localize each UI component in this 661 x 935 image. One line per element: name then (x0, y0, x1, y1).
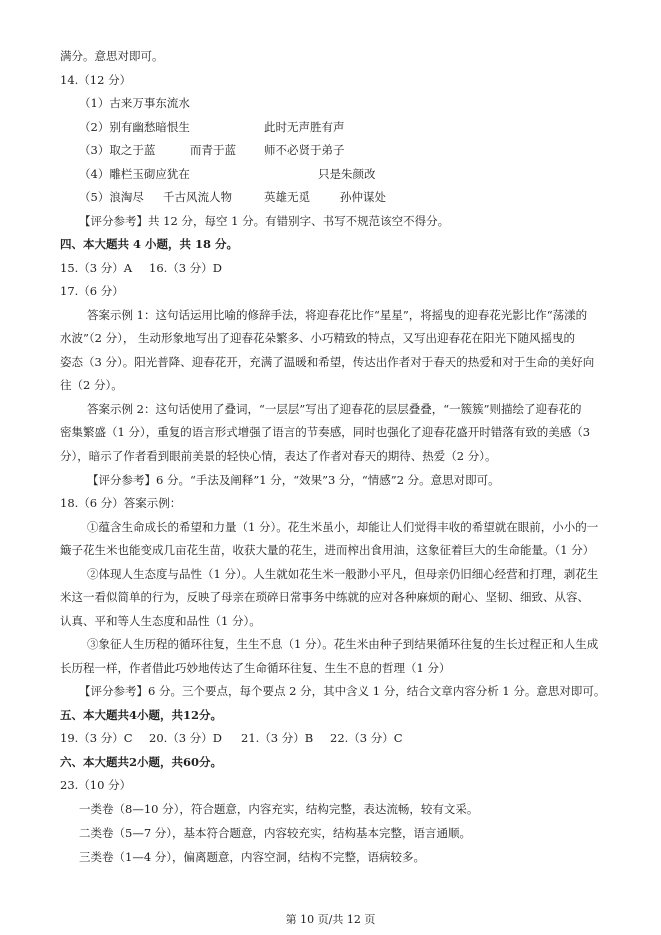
answer-line: 19.（3 分）C (60, 731, 133, 745)
paragraph-line: 密集繁盛（1 分），重复的语言形式增强了语言的节奏感，同时也强化了迎春花盛开时错落有致的美感（3 (60, 425, 591, 439)
paragraph-line: 水波”（2 分）， 生动形象地写出了迎春花朵繁多、小巧精致的特点，又写出迎春花在阳光下随风摇曳的 (60, 331, 576, 345)
question-number: 23.（10 分） (60, 778, 132, 792)
scoring-note: 【评分参考】共 12 分，每空 1 分。有错别字、书写不规范该空不得分。 (79, 214, 450, 228)
answer-line: 20.（3 分）D (149, 731, 222, 745)
paragraph-line: 米这一看似简单的行为，反映了母亲在琐碎日常事务中练就的应对各种麻烦的耐心、坚韧、细致、从容、 (60, 590, 589, 604)
answer-line: 16.（3 分）D (149, 261, 222, 275)
answer-line: 21.（3 分）B (241, 731, 314, 745)
paragraph-line: ①蕴含生命成长的希望和力量（1 分）。花生米虽小，却能让人们觉得丰收的希望就在眼前，小小的一 (87, 520, 599, 534)
paragraph-line: 认真、平和等人生态度和品性（1 分）。 (60, 614, 261, 628)
answer-line: （3）取之于蓝 (79, 143, 156, 157)
paragraph-line: 簸子花生米也能变成几亩花生苗，收获大量的花生，进而榨出食用油，这象征着巨大的生命能量。（1 分） (60, 543, 595, 557)
paragraph-line: ②体现人生态度与品性（1 分）。人生就如花生米一般渺小平凡，但母亲仍旧细心经营和打理，剥花生 (87, 567, 599, 581)
answer-line: （2）别有幽愁暗恨生 (79, 120, 190, 134)
answer-line: 英雄无觅 (264, 190, 310, 204)
answer-line: 而青于蓝 (190, 143, 236, 157)
paragraph-line: 分），暗示了作者看到眼前美景的轻快心情，表达了作者对春天的期待、热爱（2 分）。 (60, 449, 497, 463)
scoring-note: 【评分参考】6 分。三个要点，每个要点 2 分，其中含义 1 分，结合文章内容分析 1 分。意思对即可。 (79, 684, 606, 698)
grading-tier-line: 一类卷（8—10 分），符合题意，内容充实，结构完整，表达流畅，较有文采。 (79, 802, 479, 816)
section-heading: 五、本大题共4小题，共12分。 (60, 708, 223, 722)
text-line: 满分。意思对即可。 (60, 49, 164, 63)
paragraph-line: 姿态（3 分）。阳光普降、迎春花开，充满了温暖和希望，传达出作者对于春天的热爱和对于生命的美好向 (60, 355, 595, 369)
paragraph-line: 往（2 分）。 (60, 378, 123, 392)
question-number: 18.（6 分）答案示例： (60, 496, 182, 510)
paragraph-line: 答案示例 1：这句话运用比喻的修辞手法，将迎春花比作“星星”，将摇曳的迎春花光影比作“荡漾的 (87, 308, 588, 322)
answer-line: （1）古来万事东流水 (79, 96, 190, 110)
paragraph-line: ③象征人生历程的循环往复，生生不息（1 分）。花生米由种子到结果循环往复的生长过程正和人生成 (87, 637, 599, 651)
answer-line: 此时无声胜有声 (264, 120, 345, 134)
answer-line: 22.（3 分）C (330, 731, 403, 745)
answer-line: 千古风流人物 (163, 190, 232, 204)
grading-tier-line: 二类卷（5—7 分），基本符合题意，内容较充实，结构基本完整，语言通顺。 (79, 826, 472, 840)
paragraph-line: 长历程一样，作者借此巧妙地传达了生命循环往复、生生不息的哲理（1 分） (60, 661, 451, 675)
answer-line: （4）雕栏玉砌应犹在 (79, 167, 190, 181)
page-footer: 第 10 页/共 12 页 (285, 913, 376, 926)
grading-tier-line: 三类卷（1—4 分），偏离题意，内容空洞，结构不完整，语病较多。 (79, 850, 426, 864)
answer-line: 只是朱颜改 (318, 167, 376, 181)
section-heading: 四、本大题共 4 小题，共 18 分。 (60, 237, 239, 251)
question-number: 17.（6 分） (60, 284, 124, 298)
answer-line: 师不必贤于弟子 (264, 143, 345, 157)
scoring-note: 【评分参考】6 分。“手法及阐释”1 分，“效果”3 分，“情感”2 分。意思对即可。 (87, 473, 500, 487)
question-number: 14.（12 分） (60, 73, 132, 87)
section-heading: 六、本大题共2小题，共60分。 (60, 755, 223, 769)
answer-line: 15.（3 分）A (60, 261, 133, 275)
answer-line: 孙仲谋处 (340, 190, 386, 204)
answer-line: （5）浪淘尽 (79, 190, 144, 204)
paragraph-line: 答案示例 2：这句话使用了叠词，“一层层”写出了迎春花的层层叠叠，“一簇簇”则描绘了迎春花的 (87, 402, 582, 416)
